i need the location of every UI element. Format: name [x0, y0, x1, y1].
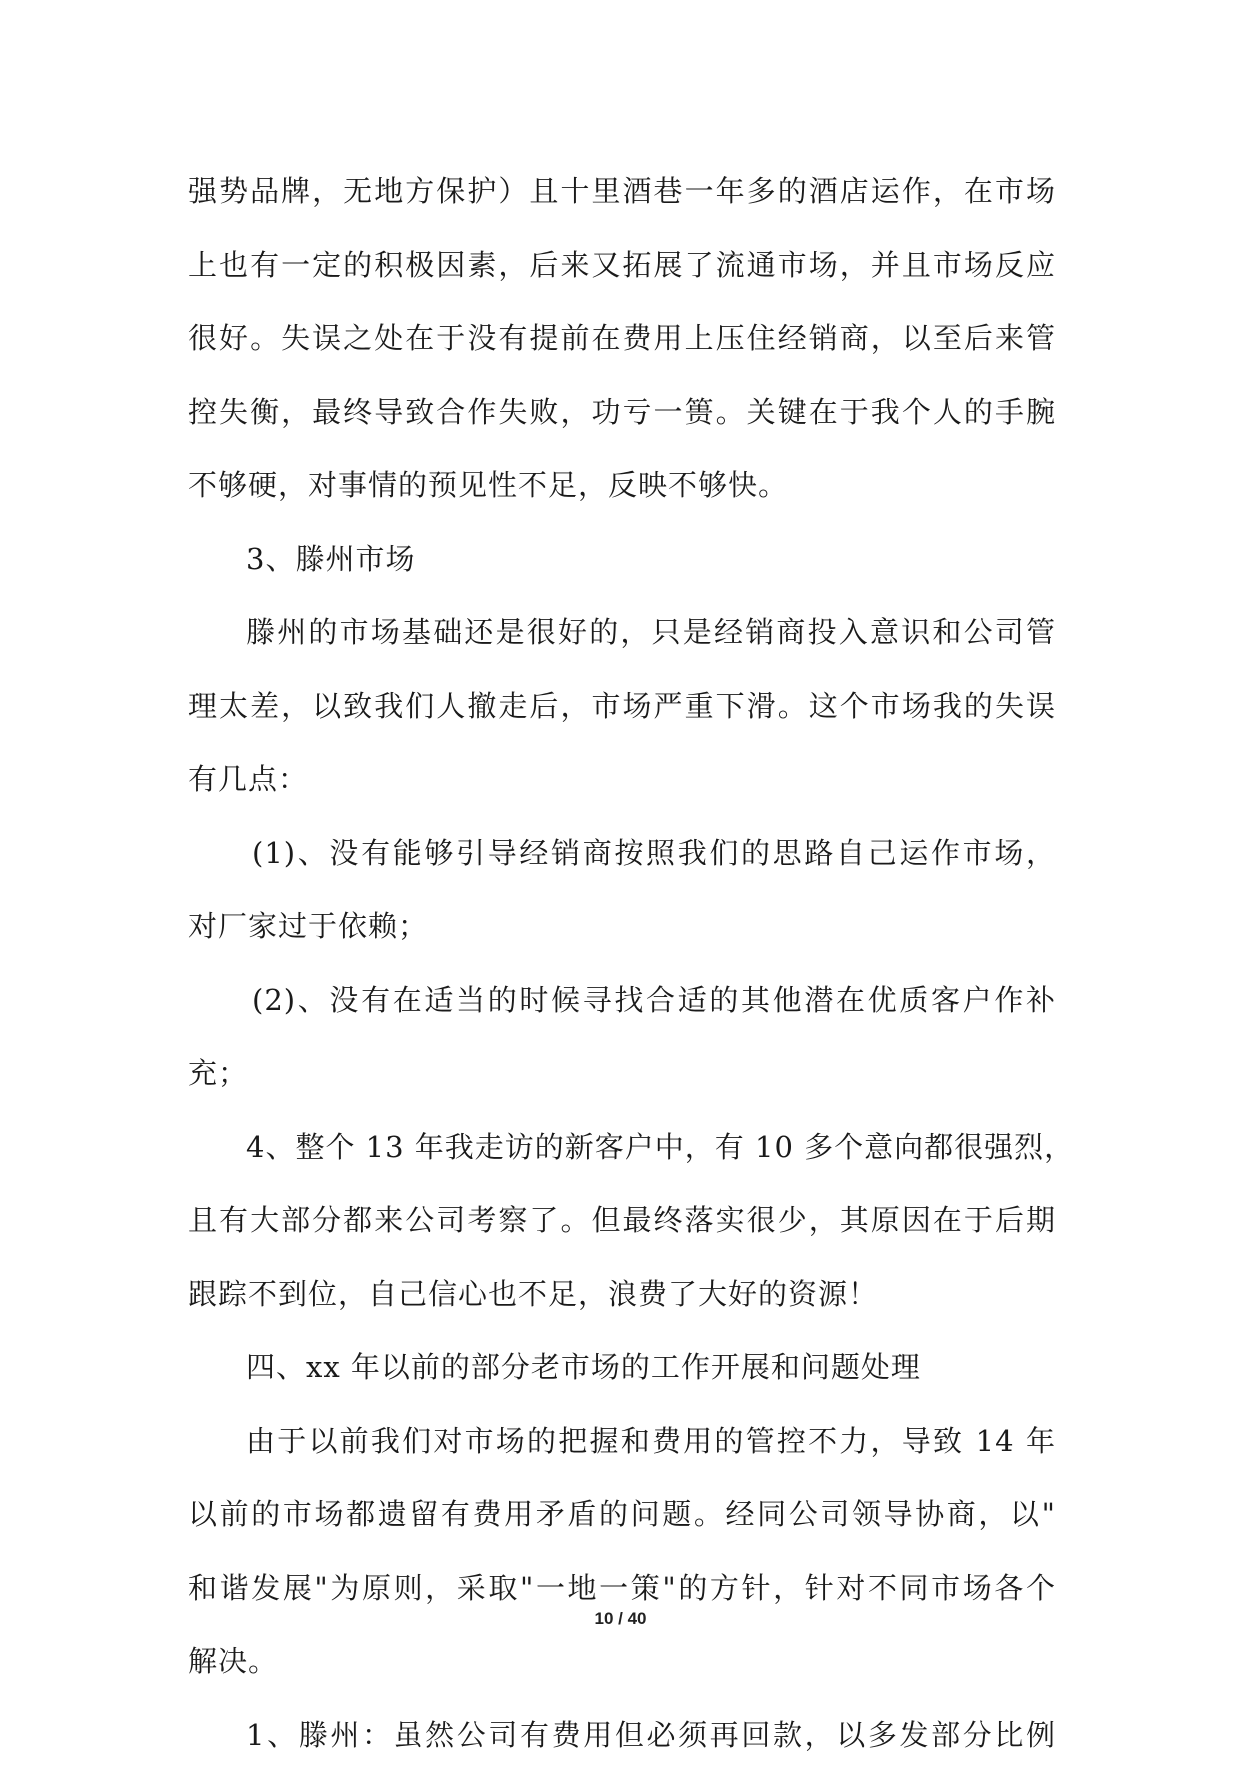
section-heading: 四、xx 年以前的部分老市场的工作开展和问题处理 [188, 1331, 1056, 1405]
list-item-line: (1)、没有能够引导经销商按照我们的思路自己运作市场， [188, 817, 1056, 891]
paragraph-line: 强势品牌，无地方保护）且十里酒巷一年多的酒店运作，在市场 [188, 155, 1056, 229]
paragraph-line: 和谐发展"为原则，采取"一地一策"的方针，针对不同市场各个 [188, 1552, 1056, 1626]
paragraph-line: 以前的市场都遗留有费用矛盾的问题。经同公司领导协商，以" [188, 1478, 1056, 1552]
paragraph-line: 不够硬，对事情的预见性不足，反映不够快。 [188, 449, 1056, 523]
paragraph-line: 由于以前我们对市场的把握和费用的管控不力，导致 14 年 [188, 1405, 1056, 1479]
page-number: 10 / 40 [0, 1609, 1241, 1629]
paragraph-line: 跟踪不到位，自己信心也不足，浪费了大好的资源！ [188, 1258, 1056, 1332]
section-heading: 3、滕州市场 [188, 523, 1056, 597]
paragraph-line: 控失衡，最终导致合作失败，功亏一篑。关键在于我个人的手腕 [188, 376, 1056, 450]
list-item-line: 充； [188, 1037, 1056, 1111]
paragraph-line: 4、整个 13 年我走访的新客户中，有 10 多个意向都很强烈， [188, 1111, 1056, 1185]
paragraph-line: 有几点： [188, 743, 1056, 817]
paragraph-line: 理太差，以致我们人撤走后，市场严重下滑。这个市场我的失误 [188, 670, 1056, 744]
document-body [188, 155, 1056, 1772]
list-item-line: (2)、没有在适当的时候寻找合适的其他潜在优质客户作补 [188, 964, 1056, 1038]
paragraph-line: 滕州的市场基础还是很好的，只是经销商投入意识和公司管 [188, 596, 1056, 670]
paragraph-line: 解决。 [188, 1625, 1056, 1699]
list-item-line: 对厂家过于依赖； [188, 890, 1056, 964]
paragraph-line: 很好。失误之处在于没有提前在费用上压住经销商，以至后来管 [188, 302, 1056, 376]
paragraph-line: 且有大部分都来公司考察了。但最终落实很少，其原因在于后期 [188, 1184, 1056, 1258]
paragraph-line: 1、滕州：虽然公司有费用但必须再回款，以多发部分比例 [188, 1699, 1056, 1772]
paragraph-line: 上也有一定的积极因素，后来又拓展了流通市场，并且市场反应 [188, 229, 1056, 303]
